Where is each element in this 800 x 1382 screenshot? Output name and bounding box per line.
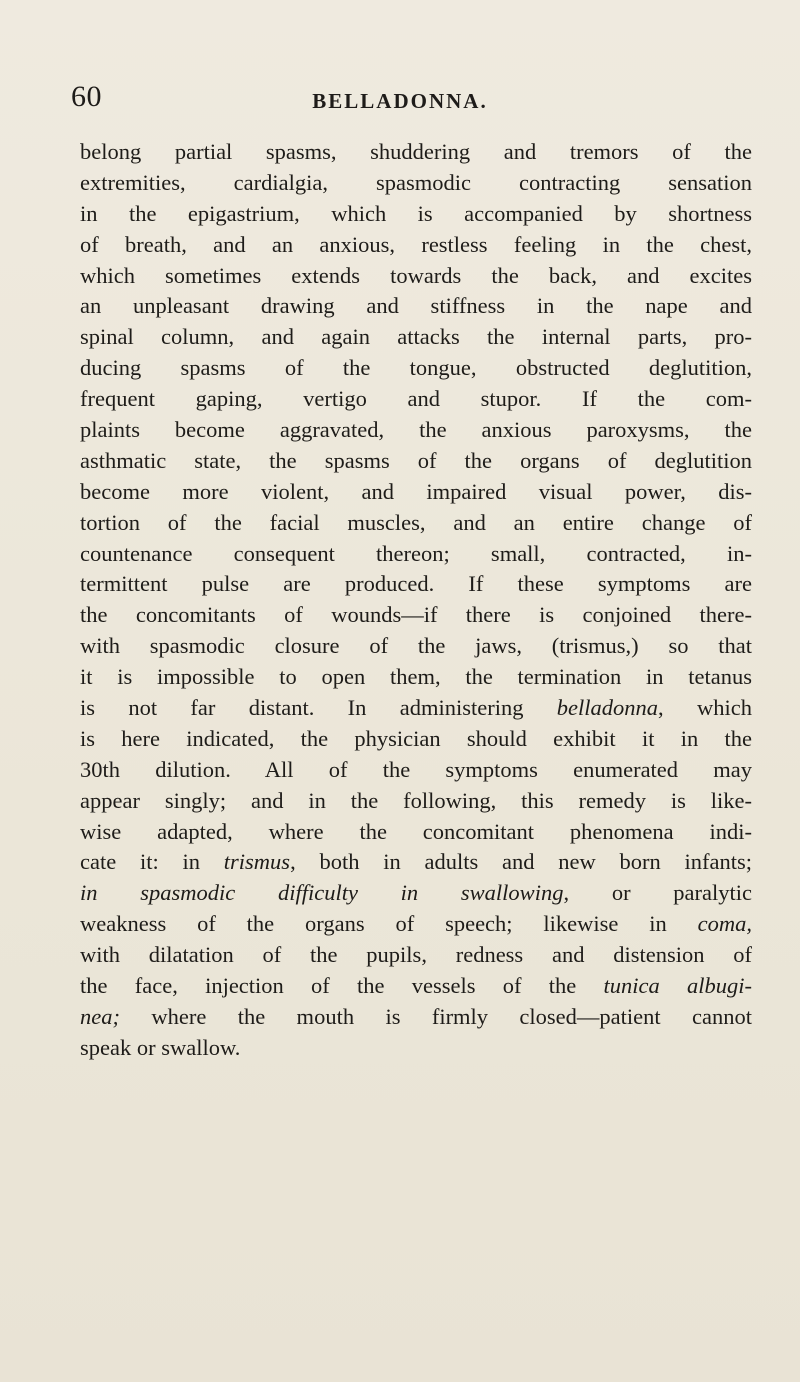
text-line <box>80 261 752 292</box>
text-line <box>80 817 752 848</box>
text-segment: with spasmodic closure of the jaws, (trismus,) so that <box>80 633 752 659</box>
text-segment: spinal column, and again attacks the internal parts, pro- <box>80 324 752 350</box>
text-line <box>80 878 752 909</box>
text-segment: , or paralytic <box>563 880 752 906</box>
text-segment: ducing spasms of the tongue, obstructed deglutition, <box>80 355 752 381</box>
text-segment: the concomitants of wounds—if there is conjoined there- <box>80 602 752 628</box>
text-segment: frequent gaping, vertigo and stupor. If the com- <box>80 386 752 412</box>
text-line <box>80 230 752 261</box>
text-segment: extremities, cardialgia, spasmodic contracting sensation <box>80 169 752 195</box>
text-line <box>80 446 752 477</box>
text-line <box>80 847 752 878</box>
text-segment: with dilatation of the pupils, redness and distension of <box>80 942 752 968</box>
text-line <box>80 631 752 662</box>
text-line <box>80 1033 752 1064</box>
text-segment: is here indicated, the physician should exhibit it in the <box>80 725 752 751</box>
text-line <box>80 477 752 508</box>
text-segment: is not far distant. In administering <box>80 695 557 721</box>
page-number: 60 <box>71 80 102 113</box>
text-segment: weakness of the organs of speech; likewise in <box>80 911 698 937</box>
text-segment: the face, injection of the vessels of the <box>80 973 604 999</box>
text-line <box>80 137 752 168</box>
text-segment: become more violent, and impaired visual power, dis- <box>80 478 752 504</box>
italic-term: in spasmodic difficulty in swallowing <box>80 880 564 906</box>
text-segment: plaints become aggravated, the anxious paroxysms, the <box>80 417 752 443</box>
italic-term: trismus <box>223 849 291 875</box>
text-line <box>80 662 752 693</box>
body-text <box>80 137 752 1064</box>
text-line <box>80 600 752 631</box>
italic-term: tunica albugi- <box>603 973 753 999</box>
italic-term: belladonna <box>556 695 659 721</box>
text-line <box>80 1002 752 1033</box>
text-segment: belong partial spasms, shuddering and tremors of the <box>80 139 752 164</box>
text-line <box>80 971 752 1002</box>
text-segment: in the epigastrium, which is accompanied by shortness <box>80 200 752 226</box>
text-line <box>80 291 752 322</box>
text-segment: tortion of the facial muscles, and an entire change of <box>80 509 752 535</box>
text-line <box>80 539 752 570</box>
text-line <box>80 508 752 539</box>
italic-term: nea; <box>80 1003 120 1029</box>
text-segment: cate it: in <box>80 849 224 875</box>
text-segment: which sometimes extends towards the back, and excites <box>80 262 752 288</box>
text-line <box>80 569 752 600</box>
text-segment: 30th dilution. All of the symptoms enumerated may <box>80 756 752 782</box>
text-segment: of breath, and an anxious, restless feeling in the chest, <box>80 231 752 257</box>
text-line <box>80 199 752 230</box>
running-head: BELLADONNA. <box>312 89 488 113</box>
text-line <box>80 755 752 786</box>
text-line <box>80 909 752 940</box>
text-line <box>80 415 752 446</box>
text-segment: , which <box>658 695 752 721</box>
text-line <box>80 168 752 199</box>
text-segment: where the mouth is firmly closed—patient cannot <box>119 1003 752 1029</box>
text-segment: wise adapted, where the concomitant phenomena indi- <box>80 818 752 844</box>
text-segment: an unpleasant drawing and stiffness in the nape and <box>80 293 752 319</box>
text-segment: asthmatic state, the spasms of the organs of deglutition <box>80 447 752 473</box>
italic-term: coma, <box>697 911 752 937</box>
text-line <box>80 786 752 817</box>
text-line <box>80 693 752 724</box>
text-line <box>80 353 752 384</box>
text-segment: appear singly; and in the following, this remedy is like- <box>80 787 752 813</box>
text-segment: countenance consequent thereon; small, contracted, in- <box>80 540 752 566</box>
text-segment: it is impossible to open them, the termination in tetanus <box>80 664 752 690</box>
text-segment: speak or swallow. <box>80 1034 241 1060</box>
text-line <box>80 940 752 971</box>
text-segment: , both in adults and new born infants; <box>290 849 753 875</box>
text-line <box>80 384 752 415</box>
text-line <box>80 322 752 353</box>
text-segment: termittent pulse are produced. If these symptoms are <box>80 571 752 597</box>
text-line <box>80 724 752 755</box>
